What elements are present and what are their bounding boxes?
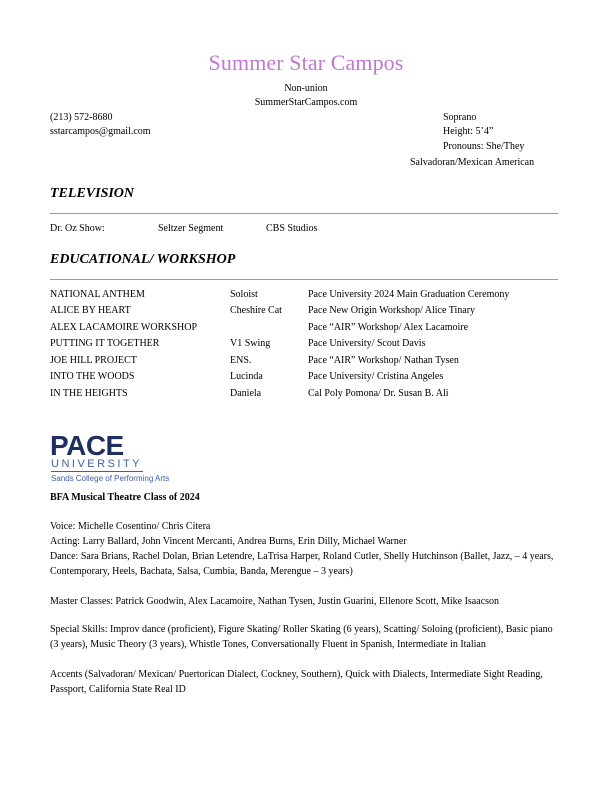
voice-type: Soprano: [443, 112, 477, 123]
television-divider: [50, 213, 558, 214]
logo-college-text: Sands College of Performing Arts: [51, 474, 170, 483]
educational-heading: EDUCATIONAL/ WORKSHOP: [50, 252, 236, 267]
television-heading: TELEVISION: [50, 186, 135, 201]
ethnicity: Salvadoran/Mexican American: [410, 157, 535, 168]
credit-role: Seltzer Segment: [158, 223, 224, 234]
voice-teachers: Voice: Michelle Cosentino/ Chris Citera: [50, 521, 211, 532]
credit-company: Pace “AIR” Workshop/ Alex Lacamoire: [308, 322, 469, 333]
credit-role: Cheshire Cat: [230, 305, 282, 316]
credit-company: CBS Studios: [266, 223, 318, 234]
educational-divider: [50, 279, 558, 280]
credit-row: [50, 289, 560, 303]
credit-company: Pace University/ Cristina Angeles: [308, 371, 444, 382]
credit-role: ENS.: [230, 355, 252, 366]
credit-show: JOE HILL PROJECT: [50, 355, 137, 366]
credit-row: [50, 355, 560, 369]
credit-company: Pace University/ Scout Davis: [308, 338, 426, 349]
credit-row: [50, 223, 560, 237]
credit-role: Daniela: [230, 388, 262, 399]
credit-row: [50, 371, 560, 385]
website: SummerStarCampos.com: [254, 97, 358, 108]
phone: (213) 572-8680: [50, 112, 113, 123]
credit-show: ALEX LACAMOIRE WORKSHOP: [50, 322, 198, 333]
credit-row: [50, 388, 560, 402]
credit-row: [50, 305, 560, 319]
credit-show: NATIONAL ANTHEM: [50, 289, 145, 300]
credit-role: Lucinda: [230, 371, 263, 382]
credit-show: IN THE HEIGHTS: [50, 388, 128, 399]
credit-company: Pace New Origin Workshop/ Alice Tinary: [308, 305, 476, 316]
credit-show: Dr. Oz Show:: [50, 223, 105, 234]
logo-divider: [51, 471, 143, 472]
credit-row: [50, 322, 560, 336]
credit-row: [50, 338, 560, 352]
credit-company: Pace University 2024 Main Graduation Ceremony: [308, 289, 510, 300]
union-status: Non-union: [284, 83, 328, 94]
logo-university-text: UNIVERSITY: [51, 458, 143, 470]
resume-name: Summer Star Campos: [208, 50, 404, 75]
email: sstarcampos@gmail.com: [50, 126, 151, 137]
special-skills: Special Skills: Improv dance (proficient), Figure Skating/ Roller Skating (6 years), Scatting/ Soloing (proficient), Basic piano (3 years), Music Theory (3 years), Whistle Tones, Conversationally Fluent in Spanish, Intermediate in Italian: [50, 624, 553, 650]
credit-role: V1 Swing: [230, 338, 271, 349]
credit-role: Soloist: [230, 289, 258, 300]
credit-show: ALICE BY HEART: [50, 305, 131, 316]
height: Height: 5’4”: [443, 126, 494, 137]
credit-company: Cal Poly Pomona/ Dr. Susan B. Ali: [308, 388, 449, 399]
pronouns: Pronouns: She/They: [443, 141, 525, 152]
acting-teachers: Acting: Larry Ballard, John Vincent Mercanti, Andrea Burns, Erin Dilly, Michael Warner: [50, 536, 407, 547]
master-classes: Master Classes: Patrick Goodwin, Alex Lacamoire, Nathan Tysen, Justin Guarini, Ellenore Scott, Mike Isaacson: [50, 596, 500, 607]
degree-line: BFA Musical Theatre Class of 2024: [50, 492, 200, 503]
pace-university-logo: [50, 432, 210, 484]
credit-show: PUTTING IT TOGETHER: [50, 338, 160, 349]
credit-company: Pace “AIR” Workshop/ Nathan Tysen: [308, 355, 459, 366]
accents: Accents (Salvadoran/ Mexican/ Puertorican Dialect, Cockney, Southern), Quick with Dialects, Intermediate Sight Reading, Passport, California State Real ID: [50, 669, 543, 695]
dance-teachers: Dance: Sara Brians, Rachel Dolan, Brian Letendre, LaTrisa Harper, Roland Cutler, Shelly Hutchinson (Ballet, Jazz, – 4 years, Contemporary, Heels, Bachata, Salsa, Cumbia, Banda, Merengue – 3 years): [50, 551, 554, 577]
logo-pace-text: PACE: [50, 430, 124, 461]
credit-show: INTO THE WOODS: [50, 371, 135, 382]
